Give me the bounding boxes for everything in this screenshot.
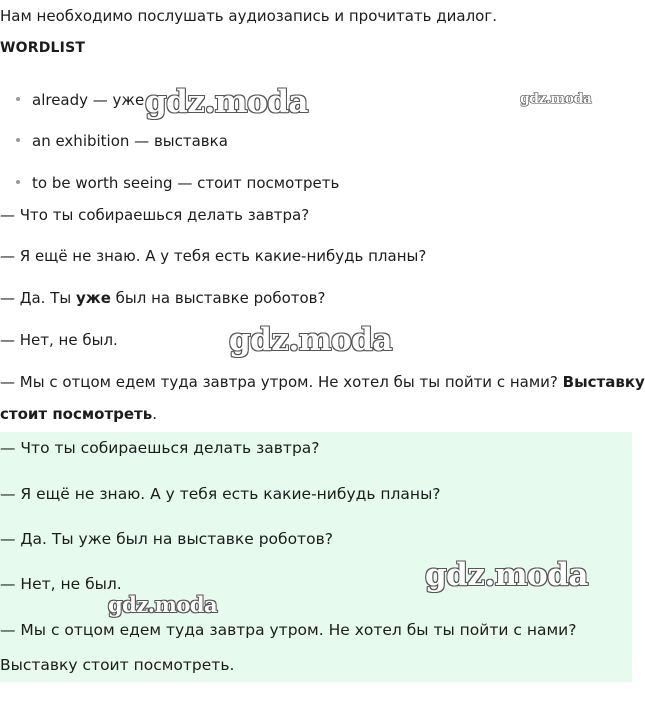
dialogue-text: был на выставке роботов? xyxy=(110,289,326,307)
dialogue-highlight: уже xyxy=(76,289,111,307)
wordlist-heading: WORDLIST xyxy=(0,40,86,56)
watermark: gdz.moda xyxy=(145,84,308,120)
dialogue-highlight: стоит посмотреть xyxy=(0,405,153,423)
watermark: gdz.moda xyxy=(520,91,592,107)
answer-line: Выставку стоит посмотреть. xyxy=(0,656,235,674)
watermark: gdz.moda xyxy=(425,557,588,593)
answer-line: — Что ты собираешься делать завтра? xyxy=(0,439,320,457)
dialogue-line xyxy=(0,404,157,424)
dialogue-text: — Да. Ты xyxy=(0,289,76,307)
dialogue-line xyxy=(0,288,325,308)
intro-text: Нам необходимо послушать аудиозапись и прочитать диалог. xyxy=(0,7,497,25)
answer-line: — Мы с отцом едем туда завтра утром. Не хотел бы ты пойти с нами? xyxy=(0,621,577,639)
answer-line: — Нет, не был. xyxy=(0,575,122,593)
wordlist-item xyxy=(16,131,228,151)
wordlist-item-text: an exhibition — выставка xyxy=(32,132,228,150)
bullet-icon xyxy=(16,138,20,142)
dialogue-highlight: Выставку xyxy=(562,373,645,391)
dialogue-line xyxy=(0,372,645,392)
bullet-icon xyxy=(16,180,20,184)
wordlist-item xyxy=(16,90,144,110)
answer-line: — Я ещё не знаю. А у тебя есть какие-нибудь планы? xyxy=(0,485,441,503)
bullet-icon xyxy=(16,97,20,101)
dialogue-line: — Я ещё не знаю. А у тебя есть какие-нибудь планы? xyxy=(0,247,427,265)
answer-line: — Да. Ты уже был на выставке роботов? xyxy=(0,530,333,548)
watermark: gdz.moda xyxy=(229,322,392,358)
wordlist-item xyxy=(16,173,339,193)
wordlist-item-text: already — уже xyxy=(32,91,145,109)
watermark: gdz.moda xyxy=(108,592,218,617)
dialogue-line: — Нет, не был. xyxy=(0,331,118,349)
dialogue-line: — Что ты собираешься делать завтра? xyxy=(0,206,310,224)
wordlist-item-text: to be worth seeing — стоит посмотреть xyxy=(32,174,340,192)
dialogue-text: . xyxy=(152,405,158,423)
dialogue-text: — Мы с отцом едем туда завтра утром. Не хотел бы ты пойти с нами? xyxy=(0,373,563,391)
